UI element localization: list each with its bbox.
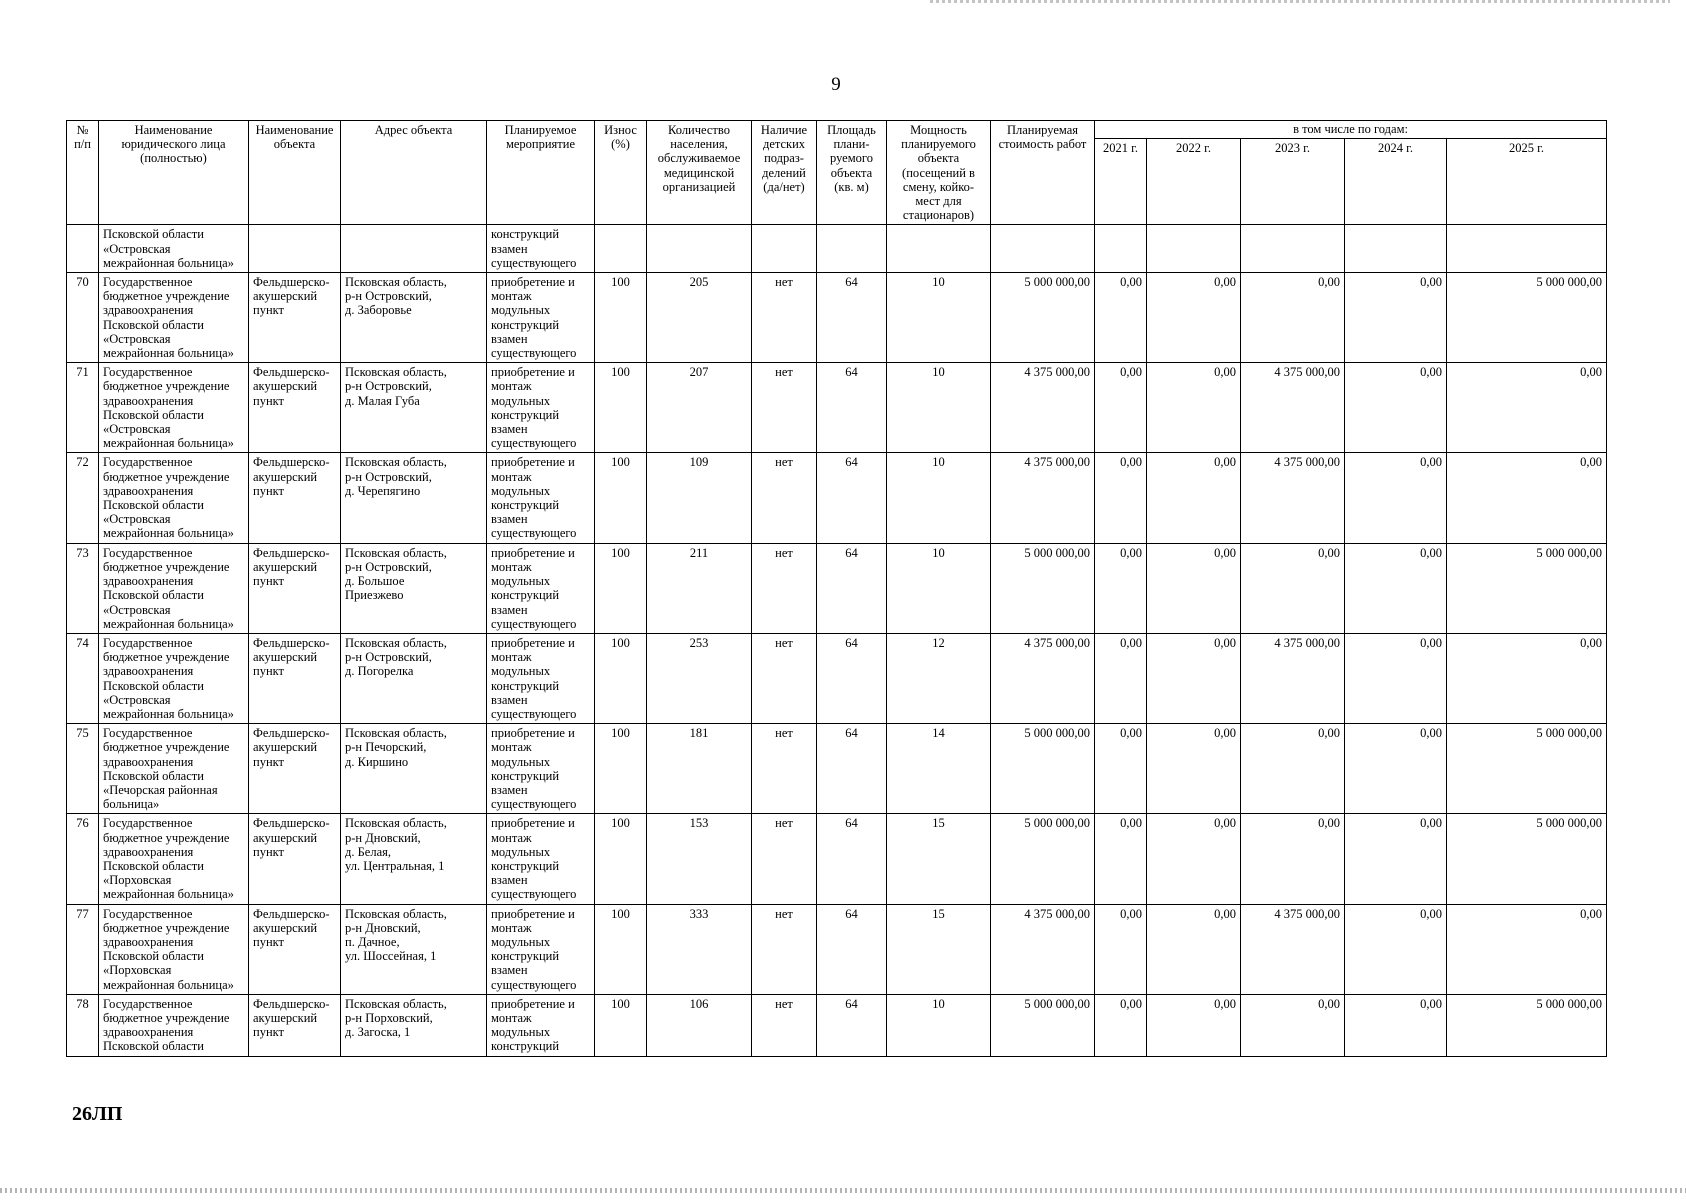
- header-population: Количество населения, обслуживаемое медицинской организацией: [647, 121, 752, 225]
- cell-children-units: нет: [752, 453, 817, 543]
- cell-2021: 0,00: [1095, 273, 1147, 363]
- continuation-row: [67, 225, 1607, 273]
- cell-2023: 0,00: [1241, 543, 1345, 633]
- header-by-years: в том числе по годам:: [1095, 121, 1607, 139]
- cell-area: 64: [817, 453, 887, 543]
- cell-capacity: 14: [887, 724, 991, 814]
- cell-cost: 5 000 000,00: [991, 273, 1095, 363]
- cell-wear: 100: [595, 543, 647, 633]
- cell-address: Псковская область, р-н Дновский, п. Дачное, ул. Шоссейная, 1: [341, 904, 487, 994]
- cell-capacity: 15: [887, 904, 991, 994]
- cell-legal-entity: Государственное бюджетное учреждение здравоохранения Псковской области «Печорская районная больница»: [99, 724, 249, 814]
- cell-2021: 0,00: [1095, 543, 1147, 633]
- cell-population: 211: [647, 543, 752, 633]
- cell-2025: 0,00: [1447, 363, 1607, 453]
- header-year-2025: 2025 г.: [1447, 138, 1607, 225]
- cell-planned-event: приобретение и монтаж модульных конструкций взамен существующего: [487, 543, 595, 633]
- cell-children-units: нет: [752, 543, 817, 633]
- scan-noise-bottom: [0, 1188, 1686, 1193]
- cell-2023: 4 375 000,00: [1241, 633, 1345, 723]
- cell-2023: [1241, 225, 1345, 273]
- cell-population: 106: [647, 994, 752, 1056]
- header-area: Площадь плани-руемого объекта (кв. м): [817, 121, 887, 225]
- cell-population: 153: [647, 814, 752, 904]
- cell-2022: 0,00: [1147, 994, 1241, 1056]
- cell-no: [67, 225, 99, 273]
- cell-2023: 4 375 000,00: [1241, 453, 1345, 543]
- cell-children-units: нет: [752, 363, 817, 453]
- cell-area: 64: [817, 814, 887, 904]
- cell-2024: 0,00: [1345, 453, 1447, 543]
- cell-address: Псковская область, р-н Островский, д. Погорелка: [341, 633, 487, 723]
- cell-population: 207: [647, 363, 752, 453]
- cell-2021: 0,00: [1095, 904, 1147, 994]
- table-row: [67, 724, 1607, 814]
- cell-cost: 5 000 000,00: [991, 994, 1095, 1056]
- footer-code: 26ЛП: [72, 1103, 123, 1125]
- cell-legal-entity: Псковской области «Островская межрайонная больница»: [99, 225, 249, 273]
- cell-2024: 0,00: [1345, 273, 1447, 363]
- cell-children-units: нет: [752, 633, 817, 723]
- cell-object-name: Фельдшерско- акушерский пункт: [249, 453, 341, 543]
- cell-legal-entity: Государственное бюджетное учреждение здравоохранения Псковской области «Порховская межрайонная больница»: [99, 814, 249, 904]
- cell-address: Псковская область, р-н Островский, д. Заборовье: [341, 273, 487, 363]
- cell-cost: 4 375 000,00: [991, 633, 1095, 723]
- cell-capacity: 15: [887, 814, 991, 904]
- cell-2021: 0,00: [1095, 724, 1147, 814]
- cell-2021: 0,00: [1095, 994, 1147, 1056]
- facility-table: [66, 120, 1607, 1057]
- cell-population: 109: [647, 453, 752, 543]
- cell-2025: 5 000 000,00: [1447, 994, 1607, 1056]
- cell-wear: 100: [595, 814, 647, 904]
- cell-2021: 0,00: [1095, 814, 1147, 904]
- header-year-2023: 2023 г.: [1241, 138, 1345, 225]
- cell-2025: 0,00: [1447, 904, 1607, 994]
- cell-2024: [1345, 225, 1447, 273]
- cell-no: 73: [67, 543, 99, 633]
- header-year-2021: 2021 г.: [1095, 138, 1147, 225]
- table-row: [67, 273, 1607, 363]
- cell-2022: 0,00: [1147, 724, 1241, 814]
- table-row: [67, 814, 1607, 904]
- cell-planned-event: приобретение и монтаж модульных конструкций: [487, 994, 595, 1056]
- cell-planned-event: приобретение и монтаж модульных конструкций взамен существующего: [487, 724, 595, 814]
- cell-no: 75: [67, 724, 99, 814]
- cell-2022: 0,00: [1147, 633, 1241, 723]
- cell-2025: 5 000 000,00: [1447, 814, 1607, 904]
- cell-area: 64: [817, 904, 887, 994]
- header-row-1: [67, 121, 1607, 139]
- header-cost: Планируемая стоимость работ: [991, 121, 1095, 225]
- header-address: Адрес объекта: [341, 121, 487, 225]
- cell-2023: 0,00: [1241, 724, 1345, 814]
- cell-planned-event: приобретение и монтаж модульных конструкций взамен существующего: [487, 904, 595, 994]
- cell-area: 64: [817, 363, 887, 453]
- table-row: [67, 363, 1607, 453]
- cell-planned-event: приобретение и монтаж модульных конструкций взамен существующего: [487, 273, 595, 363]
- cell-address: Псковская область, р-н Островский, д. Малая Губа: [341, 363, 487, 453]
- cell-population: [647, 225, 752, 273]
- cell-cost: 5 000 000,00: [991, 724, 1095, 814]
- cell-wear: 100: [595, 724, 647, 814]
- cell-legal-entity: Государственное бюджетное учреждение здравоохранения Псковской области: [99, 994, 249, 1056]
- cell-2022: 0,00: [1147, 363, 1241, 453]
- cell-2024: 0,00: [1345, 724, 1447, 814]
- cell-2021: 0,00: [1095, 453, 1147, 543]
- cell-cost: 4 375 000,00: [991, 363, 1095, 453]
- header-object-name: Наименование объекта: [249, 121, 341, 225]
- cell-children-units: нет: [752, 994, 817, 1056]
- cell-address: Псковская область, р-н Порховский, д. Загоска, 1: [341, 994, 487, 1056]
- page-number: 9: [831, 74, 841, 95]
- cell-2025: 5 000 000,00: [1447, 273, 1607, 363]
- table-row: [67, 904, 1607, 994]
- cell-2025: 5 000 000,00: [1447, 724, 1607, 814]
- cell-2022: [1147, 225, 1241, 273]
- table-row: [67, 633, 1607, 723]
- table-row: [67, 543, 1607, 633]
- cell-2025: 5 000 000,00: [1447, 543, 1607, 633]
- cell-legal-entity: Государственное бюджетное учреждение здравоохранения Псковской области «Порховская межрайонная больница»: [99, 904, 249, 994]
- cell-2022: 0,00: [1147, 543, 1241, 633]
- cell-capacity: [887, 225, 991, 273]
- cell-population: 181: [647, 724, 752, 814]
- cell-wear: 100: [595, 633, 647, 723]
- cell-children-units: нет: [752, 724, 817, 814]
- cell-2024: 0,00: [1345, 994, 1447, 1056]
- cell-area: 64: [817, 994, 887, 1056]
- cell-planned-event: приобретение и монтаж модульных конструкций взамен существующего: [487, 363, 595, 453]
- cell-2024: 0,00: [1345, 633, 1447, 723]
- cell-cost: 5 000 000,00: [991, 543, 1095, 633]
- cell-2024: 0,00: [1345, 363, 1447, 453]
- cell-capacity: 10: [887, 994, 991, 1056]
- cell-object-name: Фельдшерско- акушерский пункт: [249, 994, 341, 1056]
- cell-legal-entity: Государственное бюджетное учреждение здравоохранения Псковской области «Островская межрайонная больница»: [99, 363, 249, 453]
- cell-2023: 0,00: [1241, 273, 1345, 363]
- cell-area: 64: [817, 543, 887, 633]
- header-no: № п/п: [67, 121, 99, 225]
- cell-2023: 0,00: [1241, 994, 1345, 1056]
- table-row: [67, 994, 1607, 1056]
- scan-noise-top: [930, 0, 1670, 3]
- cell-2024: 0,00: [1345, 814, 1447, 904]
- cell-legal-entity: Государственное бюджетное учреждение здравоохранения Псковской области «Островская межрайонная больница»: [99, 633, 249, 723]
- cell-population: 253: [647, 633, 752, 723]
- header-year-2024: 2024 г.: [1345, 138, 1447, 225]
- cell-no: 78: [67, 994, 99, 1056]
- header-wear: Износ (%): [595, 121, 647, 225]
- cell-object-name: Фельдшерско- акушерский пункт: [249, 904, 341, 994]
- cell-capacity: 10: [887, 453, 991, 543]
- table-row: [67, 453, 1607, 543]
- cell-capacity: 12: [887, 633, 991, 723]
- cell-address: Псковская область, р-н Островский, д. Большое Приезжево: [341, 543, 487, 633]
- header-legal-entity: Наименование юридического лица (полностью): [99, 121, 249, 225]
- cell-planned-event: конструкций взамен существующего: [487, 225, 595, 273]
- cell-capacity: 10: [887, 273, 991, 363]
- cell-capacity: 10: [887, 543, 991, 633]
- cell-population: 205: [647, 273, 752, 363]
- cell-wear: 100: [595, 363, 647, 453]
- cell-object-name: Фельдшерско- акушерский пункт: [249, 814, 341, 904]
- cell-2025: [1447, 225, 1607, 273]
- cell-population: 333: [647, 904, 752, 994]
- cell-children-units: нет: [752, 273, 817, 363]
- cell-2022: 0,00: [1147, 453, 1241, 543]
- cell-address: Псковская область, р-н Дновский, д. Белая, ул. Центральная, 1: [341, 814, 487, 904]
- cell-no: 70: [67, 273, 99, 363]
- cell-area: 64: [817, 724, 887, 814]
- cell-2024: 0,00: [1345, 904, 1447, 994]
- header-planned-event: Планируемое мероприятие: [487, 121, 595, 225]
- cell-object-name: Фельдшерско- акушерский пункт: [249, 363, 341, 453]
- cell-cost: 5 000 000,00: [991, 814, 1095, 904]
- cell-wear: 100: [595, 994, 647, 1056]
- cell-cost: 4 375 000,00: [991, 904, 1095, 994]
- cell-2022: 0,00: [1147, 273, 1241, 363]
- cell-2023: 0,00: [1241, 814, 1345, 904]
- cell-wear: 100: [595, 453, 647, 543]
- cell-children-units: [752, 225, 817, 273]
- cell-object-name: [249, 225, 341, 273]
- cell-2021: 0,00: [1095, 633, 1147, 723]
- cell-planned-event: приобретение и монтаж модульных конструкций взамен существующего: [487, 814, 595, 904]
- cell-area: 64: [817, 273, 887, 363]
- cell-wear: 100: [595, 904, 647, 994]
- cell-2021: [1095, 225, 1147, 273]
- header-year-2022: 2022 г.: [1147, 138, 1241, 225]
- cell-capacity: 10: [887, 363, 991, 453]
- cell-object-name: Фельдшерско- акушерский пункт: [249, 273, 341, 363]
- cell-object-name: Фельдшерско- акушерский пункт: [249, 543, 341, 633]
- cell-cost: 4 375 000,00: [991, 453, 1095, 543]
- cell-planned-event: приобретение и монтаж модульных конструкций взамен существующего: [487, 453, 595, 543]
- cell-children-units: нет: [752, 814, 817, 904]
- cell-2023: 4 375 000,00: [1241, 904, 1345, 994]
- cell-object-name: Фельдшерско- акушерский пункт: [249, 724, 341, 814]
- cell-2022: 0,00: [1147, 904, 1241, 994]
- cell-legal-entity: Государственное бюджетное учреждение здравоохранения Псковской области «Островская межрайонная больница»: [99, 543, 249, 633]
- cell-no: 76: [67, 814, 99, 904]
- cell-object-name: Фельдшерско- акушерский пункт: [249, 633, 341, 723]
- cell-2021: 0,00: [1095, 363, 1147, 453]
- cell-planned-event: приобретение и монтаж модульных конструкций взамен существующего: [487, 633, 595, 723]
- cell-2022: 0,00: [1147, 814, 1241, 904]
- cell-address: Псковская область, р-н Островский, д. Черепягино: [341, 453, 487, 543]
- cell-wear: [595, 225, 647, 273]
- cell-address: [341, 225, 487, 273]
- cell-no: 72: [67, 453, 99, 543]
- header-capacity: Мощность планируемого объекта (посещений в смену, койко-мест для стационаров): [887, 121, 991, 225]
- cell-address: Псковская область, р-н Печорский, д. Киршино: [341, 724, 487, 814]
- cell-area: [817, 225, 887, 273]
- cell-area: 64: [817, 633, 887, 723]
- cell-cost: [991, 225, 1095, 273]
- cell-legal-entity: Государственное бюджетное учреждение здравоохранения Псковской области «Островская межрайонная больница»: [99, 453, 249, 543]
- cell-2025: 0,00: [1447, 633, 1607, 723]
- cell-2023: 4 375 000,00: [1241, 363, 1345, 453]
- cell-wear: 100: [595, 273, 647, 363]
- header-children-units: Наличие детских подраз-делений (да/нет): [752, 121, 817, 225]
- cell-no: 77: [67, 904, 99, 994]
- cell-2024: 0,00: [1345, 543, 1447, 633]
- cell-no: 71: [67, 363, 99, 453]
- cell-2025: 0,00: [1447, 453, 1607, 543]
- cell-no: 74: [67, 633, 99, 723]
- cell-children-units: нет: [752, 904, 817, 994]
- cell-legal-entity: Государственное бюджетное учреждение здравоохранения Псковской области «Островская межрайонная больница»: [99, 273, 249, 363]
